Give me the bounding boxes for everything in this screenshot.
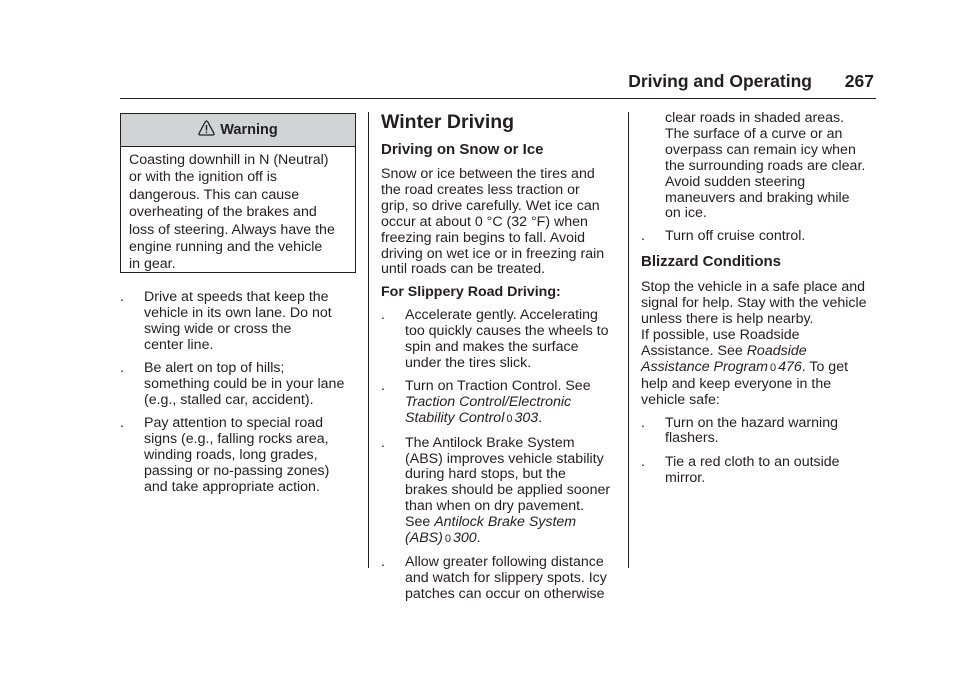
list-item: . Turn on Traction Control. See Traction Control/Electronic Stability Control 0 303. (381, 379, 617, 428)
roadside-link[interactable]: Roadside (746, 342, 807, 359)
winter-driving-heading: Winter Driving (381, 111, 515, 133)
column-1-bullets (120, 290, 356, 503)
blizzard-paragraph: Stop the vehicle in a safe place and signal for help. Stay with the vehicle unless there is help nearby. If possible, use Roadside Assistance. See Roadside Assistance Program 0 476. To get help and keep everyone in the vehicle safe: (641, 279, 867, 408)
list-item: . Be alert on top of hills; something could be in your lane (e.g., stalled car, accident). (120, 360, 345, 408)
list-item: . The Antilock Brake System (ABS) improves vehicle stability during hard stops, but the brakes should be applied sooner than when on dry pavement. See Antilock Brake System (ABS) 0 300. (381, 434, 611, 547)
abs-link-cont[interactable]: (ABS) (405, 530, 443, 547)
column-divider-2 (628, 112, 629, 568)
warning-box (120, 113, 356, 273)
column-divider-1 (368, 112, 369, 568)
page-ref-476[interactable]: 476 (778, 358, 802, 375)
page-number: 267 (844, 71, 874, 91)
snow-ice-heading: Driving on Snow or Ice (381, 141, 544, 158)
page-ref-300[interactable]: 300 (452, 530, 477, 547)
list-item: . Turn off cruise control. (641, 228, 806, 245)
list-item: . Allow greater following distance and watch for slippery spots. Icy patches can occur on otherwise (381, 554, 607, 603)
page-ref-icon: 0 (444, 533, 451, 546)
list-item: . Tie a red cloth to an outside mirror. (641, 453, 840, 486)
list-item: . Pay attention to special road signs (e.g., falling rocks area, winding roads, long grades, passing or no-passing zones) and take appropriate action. (120, 415, 330, 495)
stability-control-link[interactable]: Stability Control (405, 410, 505, 427)
page-ref-icon: 0 (506, 413, 513, 426)
slippery-road-heading: For Slippery Road Driving: (381, 284, 561, 301)
warning-text: Coasting downhill in N (Neutral) or with the ignition off is dangerous. This can cause overheating of the brakes and loss of steering. Always have the engine running and the vehicle in gear. (129, 152, 335, 273)
section-header-title: Driving and Operating (628, 71, 812, 91)
column-2 (381, 111, 617, 611)
traction-control-link[interactable]: Traction Control/Electronic (405, 394, 572, 411)
list-item-continued: clear roads in shaded areas. The surface of a curve or an overpass can remain icy when the surrounding roads are clear. Avoid sudden steering maneuvers and braking while on ice. (665, 110, 866, 222)
blizzard-heading: Blizzard Conditions (641, 253, 781, 271)
column-3 (641, 111, 877, 494)
snow-ice-paragraph: Snow or ice between the tires and the road creates less traction or grip, so drive carefully. Wet ice can occur at about 0 °C (32 °F) when freezing rain begins to fall. Avoid driving on wet ice or in freezing rain until roads can be treated. (381, 166, 605, 278)
page-ref-303[interactable]: 303 (514, 410, 539, 427)
list-item: . Accelerate gently. Accelerating too quickly causes the wheels to spin and makes the surface under the tires slick. (381, 307, 609, 371)
abs-link[interactable]: Antilock Brake System (434, 514, 577, 531)
warning-icon (198, 120, 215, 140)
list-item: . Drive at speeds that keep the vehicle in its own lane. Do not swing wide or cross the center line. (120, 289, 332, 353)
warning-header (121, 114, 355, 147)
header-rule (120, 98, 876, 99)
warning-title: Warning (220, 122, 278, 138)
roadside-link-cont[interactable]: Assistance Program (641, 358, 768, 375)
page-ref-icon: 0 (769, 361, 777, 374)
list-item: . Turn on the hazard warning flashers. (641, 414, 838, 447)
